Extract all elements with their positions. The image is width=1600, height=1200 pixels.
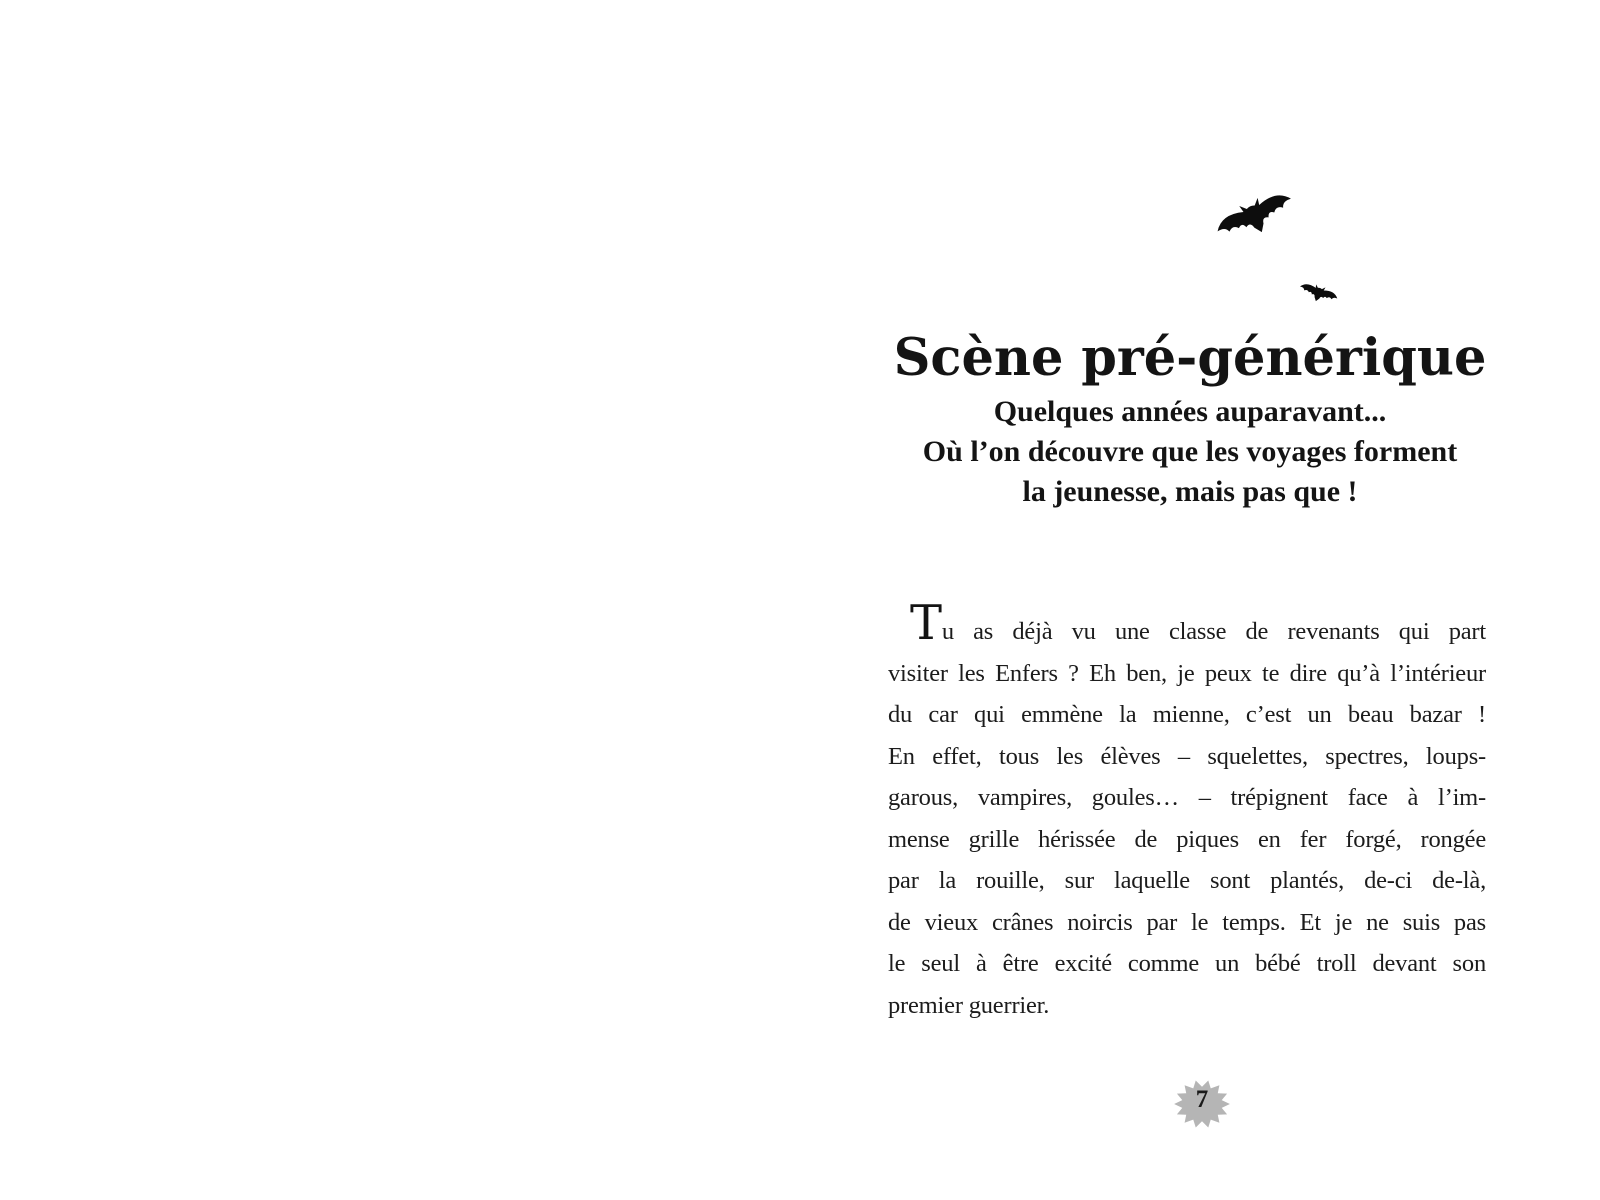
subtitle-line: Où l’on découvre que les voyages forment — [922, 435, 1458, 468]
body-line: de vieux crânes noircis par le temps. Et je ne suis pas — [888, 908, 1486, 936]
page-number-area — [1172, 1079, 1232, 1129]
body-line: premier guerrier. — [888, 991, 1050, 1019]
drop-cap-initial: T — [910, 595, 942, 651]
body-paragraph — [888, 595, 1486, 1026]
subtitle-line: la jeunesse, mais pas que ! — [1022, 475, 1358, 508]
body-line-text: u as déjà vu une classe de revenants qui part — [941, 618, 1486, 645]
body-line: garous, vampires, goules… – trépignent face à l’im- — [888, 784, 1486, 811]
bat-icon — [1294, 277, 1341, 312]
body-line: du car qui emmène la mienne, c’est un beau bazar ! — [888, 701, 1486, 728]
body-line — [888, 595, 1486, 653]
chapter-title: Scène pré-générique — [893, 328, 1487, 388]
bat-icon — [1207, 180, 1304, 257]
body-line: mense grille hérissée de piques en fer forgé, rongée — [888, 825, 1486, 853]
chapter-subtitle — [868, 392, 1512, 512]
right-page — [800, 0, 1600, 1200]
body-line: visiter les Enfers ? Eh ben, je peux te dire qu’à l’intérieur — [888, 659, 1486, 687]
body-line: le seul à être excité comme un bébé troll devant son — [888, 950, 1486, 977]
page-number: 7 — [1195, 1086, 1209, 1113]
body-line: En effet, tous les élèves – squelettes, spectres, loups- — [888, 742, 1486, 770]
subtitle-line: Quelques années auparavant... — [993, 395, 1387, 428]
body-line: par la rouille, sur laquelle sont plantés, de-ci de-là, — [888, 867, 1486, 894]
